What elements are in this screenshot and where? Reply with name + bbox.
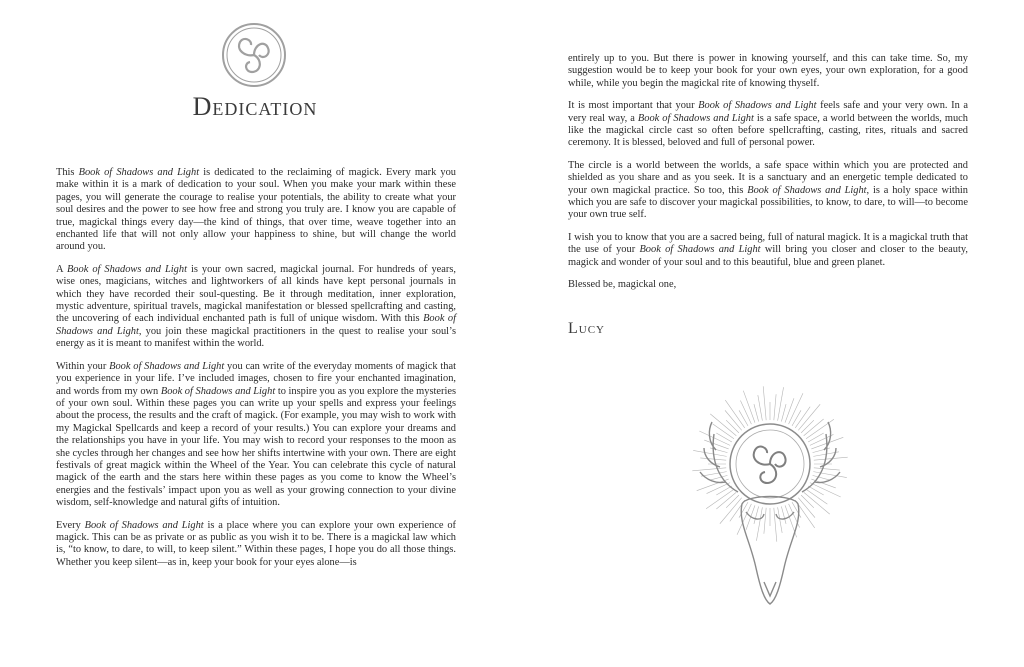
sunburst-ray bbox=[781, 404, 786, 421]
sunburst-ray bbox=[781, 507, 786, 524]
left-body-text bbox=[56, 167, 456, 579]
paragraph: Every Book of Shadows and Light is a place where you can explore your own experience of magick. This can be as private or as public as you wish it to be. There is a magickal law which is, “to know, to dare, to will, to keep silent.” Within these pages, I hope you do all those things. Whether you keep silent—as in, keep your book for your eyes alone—is bbox=[56, 519, 456, 568]
paragraph: This Book of Shadows and Light is dedicated to the reclaiming of magick. Every mark you make within it is a mark of dedication to your soul. When you make your mark within these pages, you will generate the courage to realise your potentials, the ability to create what your soul desires and the power to see how free and strong you truly are. I know you are capable of true, magickal things every day—the kind of things, that over time, weave together into an enchanted life that will not only allow your happiness to shine, but will change the world around you. bbox=[56, 167, 456, 253]
sunburst-ray bbox=[792, 502, 801, 518]
stag-skull-triskele-icon bbox=[680, 372, 860, 612]
sunburst-ray bbox=[754, 404, 759, 421]
sunburst-ray bbox=[778, 507, 783, 533]
sunburst-ray bbox=[740, 401, 751, 425]
paragraph: It is most important that your Book of Shadows and Light feels safe and your very own. In a very real way, a Book of Shadows and Light is a safe space, a world between the worlds, much like the magickal circle cast so often before spellcrafting, casting, rites, rituals and sacred ceremony. It is blessed, beloved and full of personal power. bbox=[568, 100, 968, 149]
sunburst-ray bbox=[726, 420, 739, 433]
paragraph: A Book of Shadows and Light is your own sacred, magickal journal. For hundreds of years, wise ones, magicians, witches and lightworkers of all kinds have kept personal journals in which they have recorded their soul-questing. Be it through meditation, inner exploration, mystic adventure, spiritual travels, magickal manifestation or blessed spellcrafting and casting, the uncovering of each individual enchanted path is full of unique wisdom. With this Book of Shadows and Light, you join these magickal practitioners in the quest to realise your soul’s energy as it is meant to manifest within the world. bbox=[56, 263, 456, 350]
sunburst-ray bbox=[700, 458, 726, 460]
sunburst-ray bbox=[763, 386, 766, 420]
paragraph: Within your Book of Shadows and Light you can write of the everyday moments of magick that you experience in your life. I’ve included images, chosen to fire your enchanted imagination, and words from my own Book of Shadows and Light to inspire you as you explore the mysteries of your own soul. Within these pages you can write up your spells and express your feelings about the process, the results and the craft of magick. (For example, you may wish to work with my Magickal Spellcards and keep a record of your results.) You can explore your dreams and the relationships you have in your life. You may wish to record your responses to the moon as she cycles through her changes and see how her shifts intertwine with your own. There are eight festivals of great magick within the Wheel of the Year. You can celebrate this cycle of natural magick of the earth and the stars here within these pages as you come to know the Wheel’s energies and the festivals’ impact upon you as well as your growing connection to your divine wisdom, self-knowledge and natural gifts of intuition. bbox=[56, 360, 457, 509]
signature: Lucy bbox=[568, 320, 605, 337]
triskele-emblem-icon bbox=[221, 22, 287, 88]
sunburst-ray bbox=[754, 507, 759, 524]
sunburst-ray bbox=[774, 508, 777, 542]
sunburst-ray bbox=[814, 468, 840, 470]
sunburst-ray bbox=[701, 472, 727, 477]
sunburst-ray bbox=[774, 394, 776, 420]
sunburst-ray bbox=[716, 486, 732, 495]
paragraph: Blessed be, magickal one, bbox=[568, 279, 677, 291]
sunburst-ray bbox=[808, 486, 824, 495]
sunburst-ray bbox=[813, 475, 830, 480]
sunburst-ray bbox=[758, 395, 763, 421]
sunburst-ray bbox=[726, 495, 739, 508]
sunburst-ray bbox=[743, 391, 755, 423]
sunburst-ray bbox=[785, 398, 794, 422]
sunburst-ray bbox=[704, 440, 728, 449]
sunburst-ray bbox=[801, 495, 814, 508]
sunburst-ray bbox=[801, 420, 814, 433]
sunburst-ray bbox=[739, 502, 748, 518]
right-page bbox=[512, 0, 1024, 667]
paragraph: I wish you to know that you are a sacred being, full of natural magick. It is a magickal truth that the use of your Book of Shadows and Light will bring you closer and closer to the beauty, magick and wonder of your soul and to this beautiful, blue and green planet. bbox=[568, 231, 968, 268]
sunburst-ray bbox=[716, 433, 732, 442]
page-title: Dedication bbox=[192, 92, 318, 121]
sunburst-ray bbox=[808, 433, 824, 442]
paragraph: entirely up to you. But there is power in knowing yourself, and this can take time. So, my suggestion would be to keep your book for your own eyes, your own exploration, for a good while, while you begin the magickal rite of knowing thyself. bbox=[568, 53, 968, 89]
right-body-text bbox=[568, 53, 968, 302]
sunburst-ray bbox=[692, 468, 726, 471]
sunburst-ray bbox=[764, 508, 766, 534]
sunburst-ray bbox=[707, 483, 731, 494]
sunburst-ray bbox=[710, 475, 727, 480]
paragraph: The circle is a world between the worlds, a safe space within which you are protected and shielded as you share and as you seek. It is a sanctuary and an energetic temple dedicated to your own magickal practice. So too, this Book of Shadows and Light, is a holy space within which you are safe to discover your magickal possibilities, to know, to dare, to will—to become your own true self. bbox=[568, 159, 968, 221]
sunburst-ray bbox=[792, 410, 801, 426]
sunburst-ray bbox=[739, 410, 748, 426]
